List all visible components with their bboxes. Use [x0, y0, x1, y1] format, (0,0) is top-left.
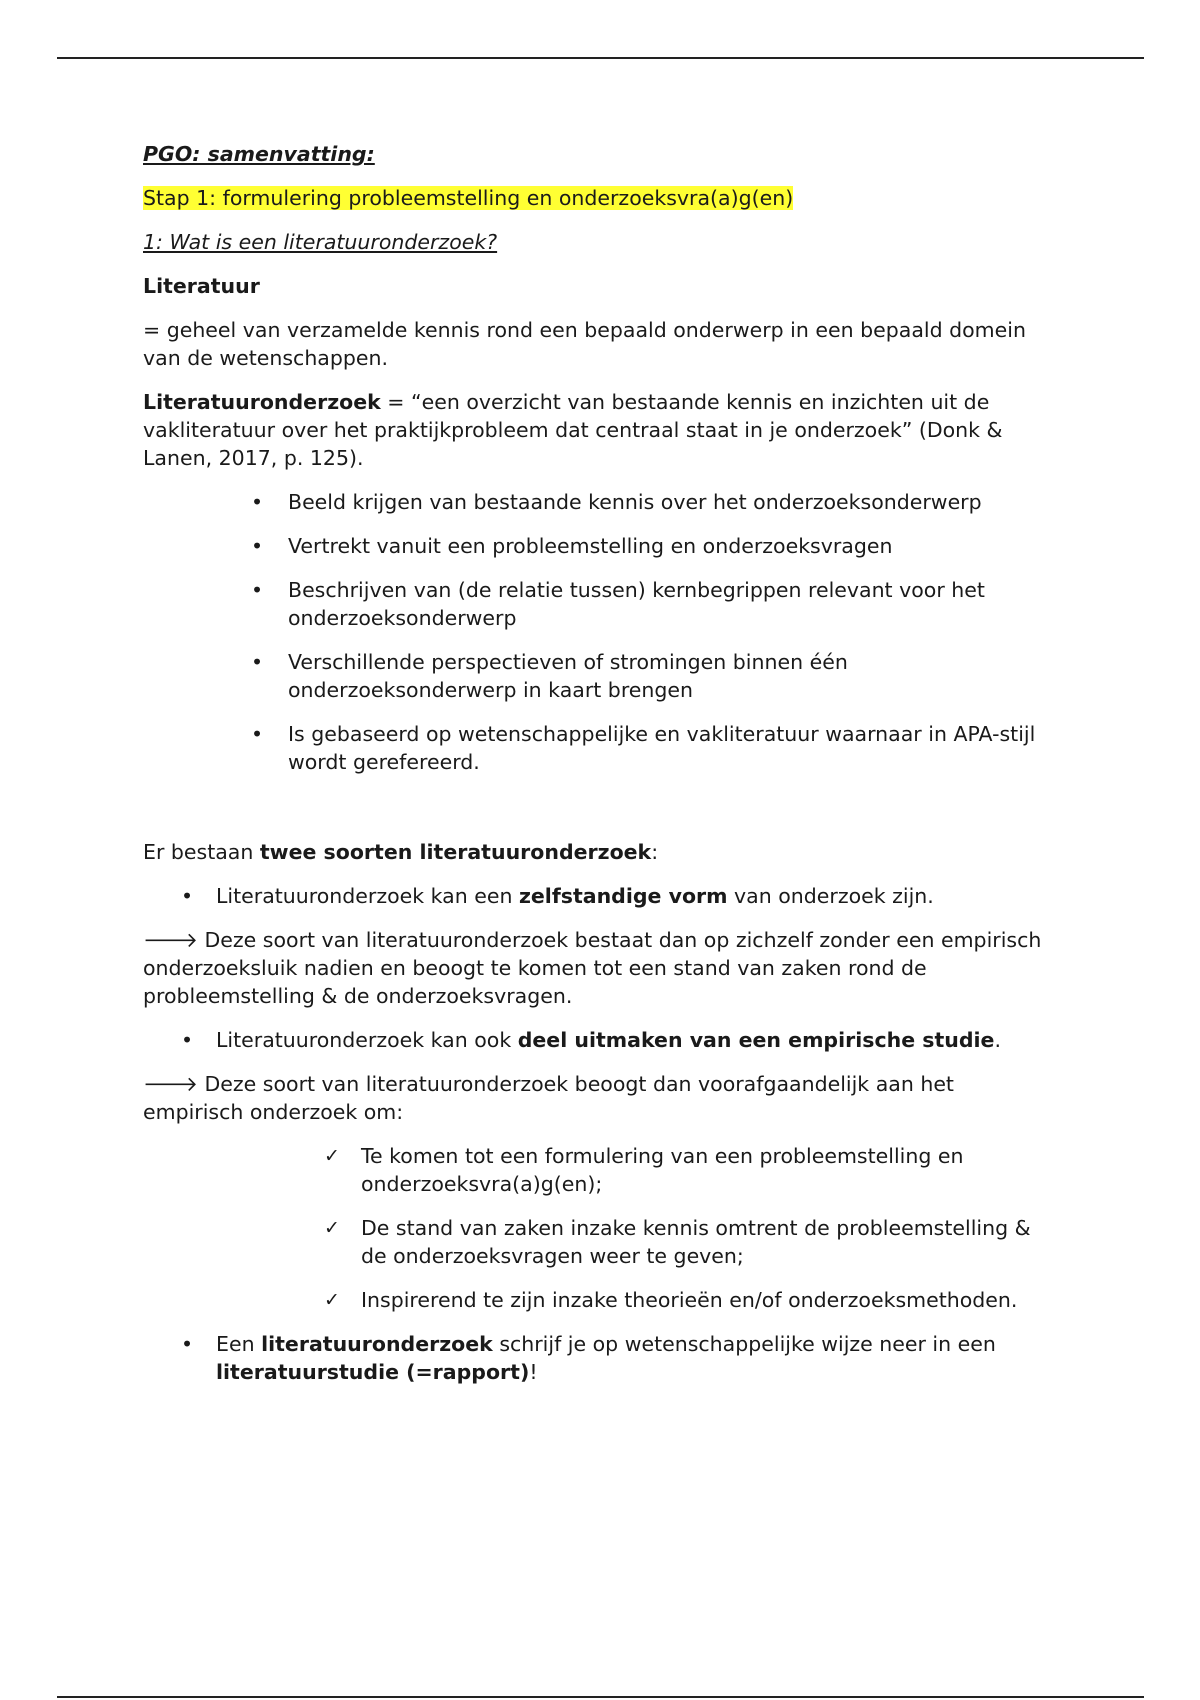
definition-text: = geheel van verzamelde kennis rond een bepaald onderwerp in een bepaald domein van de wetenschappen. [143, 318, 1026, 370]
list-item: • Verschillende perspectieven of stromingen binnen één onderzoeksonderwerp in kaart brengen [251, 650, 848, 702]
document-title: PGO: samenvatting: [143, 142, 375, 166]
arrow-icon: 🡒 [143, 928, 198, 952]
list-item: • Vertrekt vanuit een probleemstelling en onderzoeksvragen [251, 534, 893, 558]
kind2-list [143, 1026, 1043, 1054]
list-item: • Literatuuronderzoek kan ook deel uitmaken van een empirische studie. [181, 1028, 1001, 1052]
bullet-icon: • [251, 490, 264, 514]
section-heading: 1: Wat is een literatuuronderzoek? [143, 230, 498, 254]
arrow-icon: 🡒 [143, 1072, 198, 1096]
bullet-icon: • [251, 578, 264, 602]
list-item: ✓ Te komen tot een formulering van een probleemstelling en onderzoeksvra(a)g(en); [324, 1144, 964, 1196]
checkmark-icon: ✓ [324, 1145, 340, 1167]
characteristics-list [143, 488, 1043, 776]
bullet-icon: • [181, 1028, 194, 1052]
goals-checklist [143, 1142, 1043, 1314]
term-heading: Literatuur [143, 274, 260, 298]
bullet-icon: • [251, 534, 264, 558]
kind1-list [143, 882, 1043, 910]
document-body [143, 140, 1043, 1402]
two-kinds-intro: Er bestaan twee soorten literatuuronderzoek: [143, 840, 659, 864]
step-heading: Stap 1: formulering probleemstelling en onderzoeksvra(a)g(en) [143, 186, 794, 210]
kind1-note: 🡒 Deze soort van literatuuronderzoek bestaat dan op zichzelf zonder een empirisch onderzoeksluik nadien en beoogt te komen tot een stand van zaken rond de probleemstelling & de onderzoeksvragen. [143, 928, 1042, 1008]
list-item: • Een literatuuronderzoek schrijf je op wetenschappelijke wijze neer in een literatuurstudie (=rapport)! [181, 1332, 996, 1384]
list-item: • Is gebaseerd op wetenschappelijke en vakliteratuur waarnaar in APA-stijl wordt gerefereerd. [251, 722, 1036, 774]
bullet-icon: • [251, 722, 264, 746]
checkmark-icon: ✓ [324, 1289, 340, 1311]
bullet-icon: • [181, 884, 194, 908]
bullet-icon: • [251, 650, 264, 674]
footer-rule [57, 1696, 1144, 1698]
list-item: • Beschrijven van (de relatie tussen) kernbegrippen relevant voor het onderzoeksonderwerp [251, 578, 985, 630]
list-item: ✓ De stand van zaken inzake kennis omtrent de probleemstelling & de onderzoeksvragen weer te geven; [324, 1216, 1031, 1268]
lit-definition: Literatuuronderzoek = “een overzicht van bestaande kennis en inzichten uit de vakliteratuur over het praktijkprobleem dat centraal staat in je onderzoek” (Donk & Lanen, 2017, p. 125). [143, 390, 1003, 470]
list-item: ✓ Inspirerend te zijn inzake theorieën en/of onderzoeksmethoden. [324, 1288, 1018, 1312]
list-item: • Beeld krijgen van bestaande kennis over het onderzoeksonderwerp [251, 490, 982, 514]
bullet-icon: • [181, 1332, 194, 1356]
checkmark-icon: ✓ [324, 1217, 340, 1239]
header-rule [57, 57, 1144, 59]
final-list [143, 1330, 1043, 1386]
list-item: • Literatuuronderzoek kan een zelfstandige vorm van onderzoek zijn. [181, 884, 934, 908]
kind2-note: 🡒 Deze soort van literatuuronderzoek beoogt dan voorafgaandelijk aan het empirisch onderzoek om: [143, 1072, 954, 1124]
